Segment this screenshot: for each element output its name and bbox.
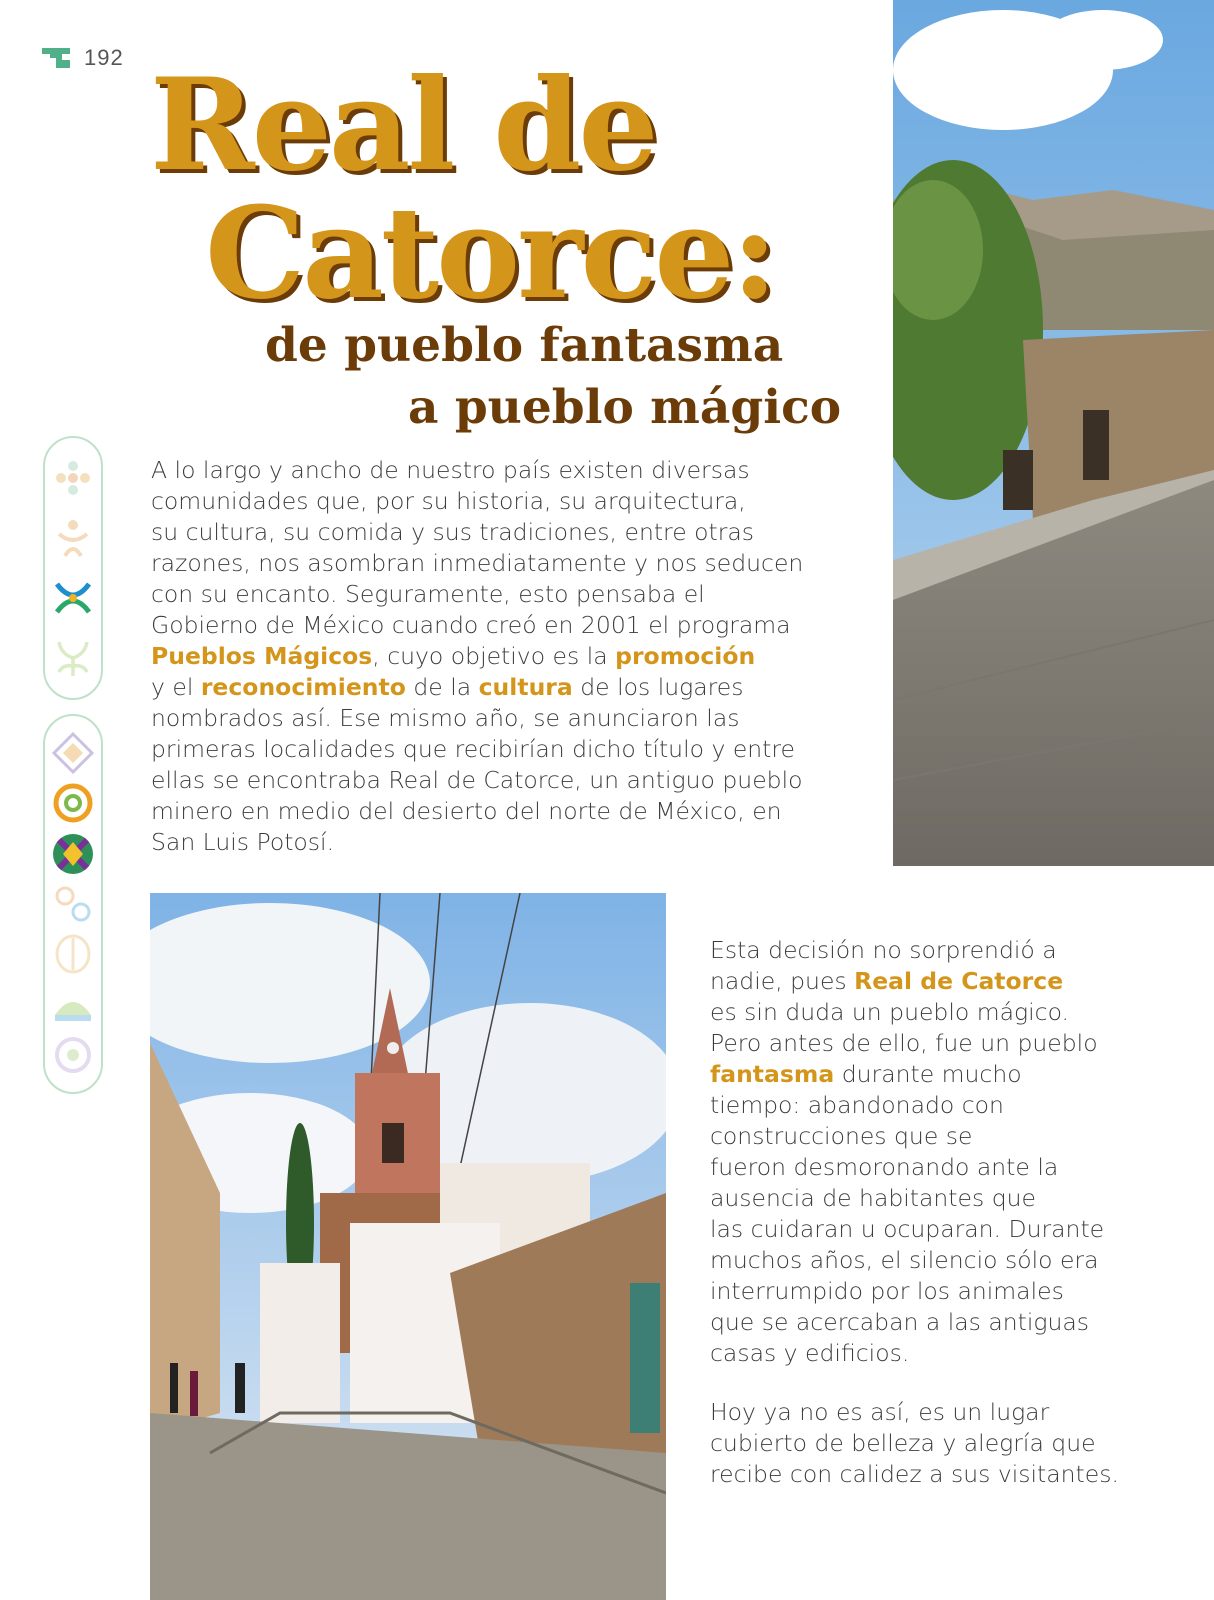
text-run: de los lugares <box>572 673 744 701</box>
text-run: A lo largo y ancho de nuestro país existen diversas <box>151 456 750 484</box>
history-paragraph <box>710 935 1190 1369</box>
intro-paragraph <box>151 455 851 858</box>
text-line <box>151 734 851 765</box>
figure-icon <box>51 516 95 560</box>
title-line-2: Catorce: <box>205 179 775 327</box>
text-run: es sin duda un pueblo mágico. <box>710 998 1070 1026</box>
text-line <box>151 579 851 610</box>
text-run: muchos años, el silencio sólo era <box>710 1246 1099 1274</box>
text-line <box>710 1059 1190 1090</box>
church-photo <box>150 893 666 1600</box>
highlight-term: Real de Catorce <box>854 967 1064 995</box>
text-line <box>710 1214 1190 1245</box>
text-line <box>710 1428 1190 1459</box>
text-line <box>710 1397 1190 1428</box>
knot-icon <box>51 576 95 620</box>
text-line <box>151 703 851 734</box>
text-run: interrumpido por los animales <box>710 1277 1064 1305</box>
text-run: casas y edificios. <box>710 1339 910 1367</box>
highlight-term: fantasma <box>710 1060 835 1088</box>
text-line <box>710 1245 1190 1276</box>
text-line <box>151 548 851 579</box>
text-line <box>151 641 851 672</box>
text-line <box>710 1090 1190 1121</box>
text-line <box>710 1459 1190 1490</box>
text-run: razones, nos asombran inmediatamente y nos seducen <box>151 549 804 577</box>
text-run: su cultura, su comida y sus tradiciones, entre otras <box>151 518 755 546</box>
text-line <box>710 997 1190 1028</box>
text-line <box>710 1152 1190 1183</box>
text-line <box>151 827 851 858</box>
text-line <box>710 1183 1190 1214</box>
subtitle-line-2: a pueblo mágico <box>408 380 842 435</box>
text-run: tiempo: abandonado con <box>710 1091 1004 1119</box>
cross-icon <box>51 832 95 876</box>
text-line <box>710 1121 1190 1152</box>
text-run: comunidades que, por su historia, su arquitectura, <box>151 487 746 515</box>
text-run: ausencia de habitantes que <box>710 1184 1036 1212</box>
highlight-term: reconocimiento <box>200 673 406 701</box>
flower-icon <box>51 456 95 500</box>
text-run: San Luis Potosí. <box>151 828 335 856</box>
swirl-icon <box>51 882 95 926</box>
text-run: nombrados así. Ese mismo año, se anunciaron las <box>151 704 740 732</box>
text-run: minero en medio del desierto del norte de México, en <box>151 797 782 825</box>
subtitle-line-1: de pueblo fantasma <box>265 318 784 373</box>
page-number: 192 <box>84 45 124 70</box>
text-line <box>710 1028 1190 1059</box>
text-run: nadie, pues <box>710 967 855 995</box>
text-run: con su encanto. Seguramente, esto pensaba el <box>151 580 705 608</box>
text-run: recibe con calidez a sus visitantes. <box>710 1460 1119 1488</box>
text-line <box>151 796 851 827</box>
text-line <box>710 935 1190 966</box>
title-line-1: Real de <box>150 51 656 199</box>
text-line <box>710 1338 1190 1369</box>
street-photo <box>893 0 1214 866</box>
text-run: de la <box>405 673 479 701</box>
sprout-icon <box>51 636 95 680</box>
closing-paragraph <box>710 1397 1190 1490</box>
text-run: cubierto de belleza y alegría que <box>710 1429 1096 1457</box>
text-run: Pero antes de ello, fue un pueblo <box>710 1029 1098 1057</box>
text-run: construcciones que se <box>710 1122 973 1150</box>
circle-icon <box>51 1033 95 1077</box>
text-line <box>710 1276 1190 1307</box>
text-run: que se acercaban a las antiguas <box>710 1308 1090 1336</box>
text-line <box>151 517 851 548</box>
text-line <box>151 486 851 517</box>
text-run: primeras localidades que recibirían dicho título y entre <box>151 735 796 763</box>
text-line <box>151 672 851 703</box>
text-run: y el <box>151 673 201 701</box>
leaf-icon <box>51 932 95 976</box>
highlight-term: promoción <box>615 642 756 670</box>
text-run: Esta decisión no sorprendió a <box>710 936 1057 964</box>
step-fret-icon <box>40 44 76 72</box>
page-number-header <box>40 44 124 72</box>
text-line <box>151 765 851 796</box>
text-line <box>151 455 851 486</box>
text-line <box>710 1307 1190 1338</box>
text-run: fueron desmoronando ante la <box>710 1153 1059 1181</box>
text-run: las cuidaran u ocuparan. Durante <box>710 1215 1105 1243</box>
text-run: Hoy ya no es así, es un lugar <box>710 1398 1050 1426</box>
text-line <box>710 966 1190 997</box>
sidebar-icon-group-top <box>43 436 103 700</box>
sidebar-icon-group-bottom <box>43 714 103 1094</box>
text-run: durante mucho <box>834 1060 1022 1088</box>
text-run: Gobierno de México cuando creó en 2001 el programa <box>151 611 791 639</box>
hill-icon <box>51 983 95 1027</box>
highlight-term: Pueblos Mágicos <box>151 642 373 670</box>
text-run: , cuyo objetivo es la <box>372 642 616 670</box>
spiral-icon <box>51 781 95 825</box>
highlight-term: cultura <box>478 673 573 701</box>
text-line <box>151 610 851 641</box>
diamond-icon <box>51 731 95 775</box>
text-run: ellas se encontraba Real de Catorce, un antiguo pueblo <box>151 766 803 794</box>
